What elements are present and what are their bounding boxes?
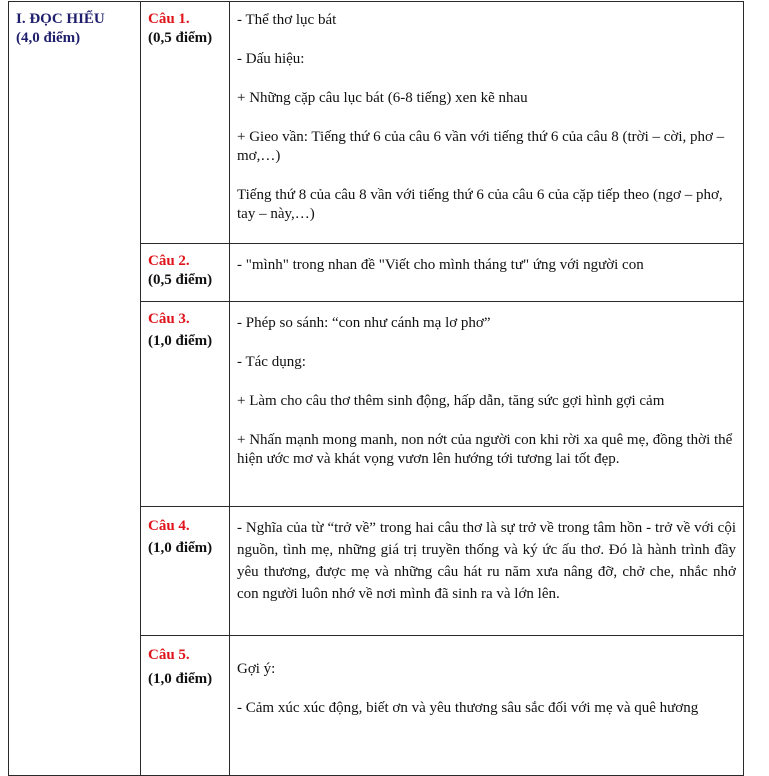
answer-line: + Gieo vần: Tiếng thứ 6 của câu 6 vần với tiếng thứ 6 của câu 8 (trời – cời, phơ – mơ,…) bbox=[237, 129, 725, 164]
section-points: (4,0 điểm) bbox=[16, 30, 81, 46]
answer-line: Tiếng thứ 8 của câu 8 vần với tiếng thứ 6 của câu 6 của cặp tiếp theo (ngơ – phơ, tay – này,…) bbox=[237, 187, 723, 222]
answer-key-table bbox=[8, 1, 744, 776]
question-points: (1,0 điểm) bbox=[148, 540, 213, 556]
question-points: (1,0 điểm) bbox=[148, 671, 213, 687]
question-cell bbox=[141, 636, 230, 776]
answer-line: + Nhấn mạnh mong manh, non nớt của người con khi rời xa quê mẹ, đồng thời thể hiện ước mơ và khát vọng vươn lên hướng tới tương lai tốt đẹp. bbox=[237, 432, 733, 467]
answer-cell bbox=[230, 507, 744, 636]
answer-line: + Những cặp câu lục bát (6-8 tiếng) xen kẽ nhau bbox=[237, 90, 528, 106]
answer-cell bbox=[230, 2, 744, 244]
answer-cell bbox=[230, 244, 744, 302]
question-label: Câu 4. bbox=[148, 518, 190, 534]
answer-line: - "mình" trong nhan đề "Viết cho mình tháng tư" ứng với người con bbox=[237, 257, 644, 273]
section-cell bbox=[9, 2, 141, 776]
question-points: (1,0 điểm) bbox=[148, 333, 213, 349]
question-cell bbox=[141, 2, 230, 244]
answer-line: - Phép so sánh: “con như cánh mạ lơ phơ” bbox=[237, 315, 491, 331]
question-cell bbox=[141, 244, 230, 302]
answer-cell bbox=[230, 302, 744, 507]
question-label: Câu 1. bbox=[148, 11, 190, 27]
answer-line: - Tác dụng: bbox=[237, 354, 306, 370]
question-points: (0,5 điểm) bbox=[148, 30, 213, 46]
answer-line: - Dấu hiệu: bbox=[237, 51, 305, 67]
question-points: (0,5 điểm) bbox=[148, 272, 213, 288]
answer-cell bbox=[230, 636, 744, 776]
section-title: I. ĐỌC HIỂU bbox=[16, 11, 105, 27]
question-label: Câu 3. bbox=[148, 311, 190, 327]
question-label: Câu 2. bbox=[148, 253, 190, 269]
question-label: Câu 5. bbox=[148, 647, 190, 663]
answer-line: - Thể thơ lục bát bbox=[237, 12, 337, 28]
question-cell bbox=[141, 302, 230, 507]
answer-line: Gợi ý: bbox=[237, 661, 276, 677]
answer-line: - Nghĩa của từ “trở về” trong hai câu thơ là sự trở về trong tâm hồn - trở về với cội nguồn, tình mẹ, những giá trị truyền thống và ký ức ấu thơ. Đó là hành trình đầy yêu thương, được mẹ và những câu hát ru năm xưa nâng đỡ, chở che, nhắc nhở con người luôn nhớ về nơi mình đã sinh ra và lớn lên. bbox=[237, 520, 736, 602]
answer-line: + Làm cho câu thơ thêm sinh động, hấp dẫn, tăng sức gợi hình gợi cảm bbox=[237, 393, 665, 409]
question-cell bbox=[141, 507, 230, 636]
table-row bbox=[9, 2, 744, 244]
answer-line: - Cảm xúc xúc động, biết ơn và yêu thương sâu sắc đối với mẹ và quê hương bbox=[237, 700, 699, 716]
